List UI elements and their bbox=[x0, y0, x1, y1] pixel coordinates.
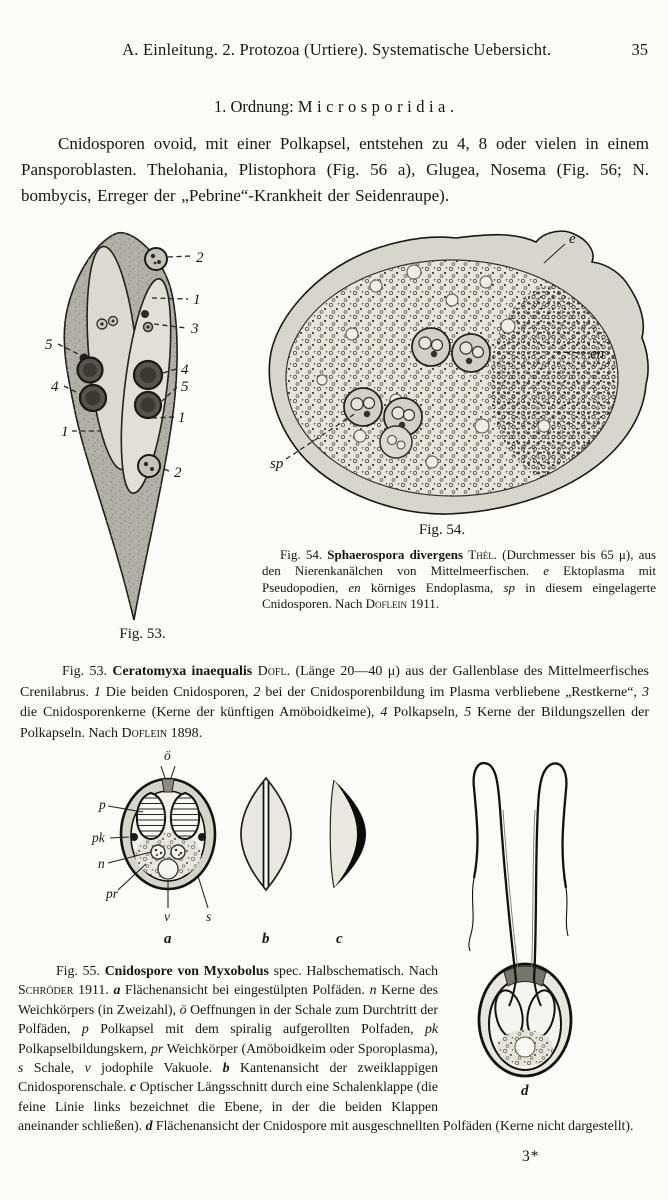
fig55-abc-illustration bbox=[58, 748, 398, 948]
fig55-callout-schale: s bbox=[206, 909, 212, 924]
fig53-callout-cnidospore-lower: 1 bbox=[178, 410, 186, 426]
fig53-callout-restkern-top: 2 bbox=[196, 250, 204, 266]
caption-segment: 1911. bbox=[73, 982, 114, 998]
caption-segment: pk bbox=[424, 1021, 438, 1037]
caption-segment: Ceratomyxa inaequalis bbox=[112, 664, 253, 679]
fig53-callout-polkapsel-right: 4 bbox=[181, 362, 189, 378]
caption-segment: 1911. bbox=[407, 596, 440, 612]
fig55-callout-view-a: a bbox=[164, 931, 172, 947]
fig55-callout-kern: n bbox=[98, 856, 105, 871]
caption-segment: Thél. bbox=[468, 547, 497, 562]
fig53-callout-cnidospore-left: 1 bbox=[61, 424, 69, 440]
caption-segment: Schröder bbox=[18, 982, 74, 998]
caption-segment: bei der Cnidosporenbildung im Plasma verbliebene „Restkerne“, bbox=[260, 684, 642, 700]
caption-segment: Kantenansicht der zweiklappigen Cnidosporenschale. bbox=[18, 1060, 438, 1095]
caption-segment: d bbox=[145, 1118, 153, 1134]
fig55-d-illustration bbox=[442, 748, 647, 1100]
caption-segment: s bbox=[18, 1060, 24, 1076]
caption-segment: p bbox=[81, 1021, 89, 1037]
caption-segment: 2 bbox=[253, 684, 261, 700]
fig53-callout-bildungskern-left: 5 bbox=[45, 337, 53, 353]
caption-segment: 4 bbox=[380, 705, 388, 721]
fig55-callout-weichkoerper: pr bbox=[106, 886, 119, 901]
caption-segment: Schale, bbox=[23, 1060, 85, 1076]
fig55-callout-view-b: b bbox=[262, 931, 270, 947]
caption-segment: Kerne der Bildungszellen der Polkapseln. Nach bbox=[20, 705, 649, 741]
caption-segment: sp bbox=[503, 579, 516, 595]
fig53-caption bbox=[20, 662, 649, 744]
section-heading bbox=[0, 97, 668, 117]
fig53-label: Fig. 53. bbox=[119, 626, 166, 642]
page-number: 35 bbox=[631, 40, 648, 59]
fig54-illustration bbox=[256, 230, 656, 520]
section-heading-prefix: 1. Ordnung: bbox=[214, 97, 294, 116]
caption-segment: (Länge 20—40 μ) aus der Gallenblase des Mittelmeerfisches Crenilabrus. bbox=[20, 664, 649, 700]
fig55-callout-view-c: c bbox=[336, 931, 343, 947]
caption-segment: Die beiden Cnidosporen, bbox=[100, 684, 254, 700]
caption-segment: b bbox=[222, 1060, 230, 1076]
caption-segment: Sphaerospora divergens bbox=[327, 547, 464, 562]
caption-segment: Flächenansicht der Cnidospore mit ausgeschnellten Polfäden (Kerne nicht dargestellt). bbox=[152, 1118, 634, 1134]
caption-segment: jodophile Vakuole. bbox=[90, 1060, 223, 1076]
fig55-callout-polkapsel: p bbox=[99, 797, 106, 812]
running-title: A. Einleitung. 2. Protozoa (Urtiere). Systematische Uebersicht. bbox=[122, 40, 552, 59]
caption-segment: ö bbox=[179, 1001, 187, 1017]
caption-segment: Oeffnungen in der Schale zum Durchtritt der Polfäden, bbox=[18, 1001, 438, 1037]
caption-segment: 1 bbox=[93, 684, 101, 700]
caption-segment: Doflein bbox=[121, 725, 168, 741]
caption-segment: Cnidospore von Myxobolus bbox=[104, 963, 269, 978]
printers-mark: 3* bbox=[522, 1148, 540, 1165]
caption-segment: (Durchmesser bis 65 μ), aus den Nierenkanälchen von Mittelmeerfischen. bbox=[262, 547, 657, 579]
fig53-callout-polkapsel-left: 4 bbox=[51, 379, 59, 395]
fig55-callout-polkapselbildungskern: pk bbox=[92, 830, 105, 845]
caption-segment: körniges Endoplasma, bbox=[360, 579, 504, 595]
fig54-callout-ektoplasma: e bbox=[569, 231, 576, 247]
caption-segment: Polkapseln, bbox=[387, 705, 465, 721]
fig53-callout-kerne: 3 bbox=[191, 321, 199, 337]
fig55-d-figure bbox=[438, 748, 650, 1100]
caption-segment: Dofl. bbox=[257, 664, 291, 679]
fig55-section bbox=[18, 748, 650, 1136]
caption-segment: Optischer Längsschnitt durch eine Schalenklappe (die feine Linie links bezeichnet die Ebene, in der die beiden Klappen aneinander schließen). bbox=[18, 1079, 438, 1134]
caption-segment: die Cnidosporenkerne (Kerne der künftigen Amöboidkeime), bbox=[20, 705, 381, 721]
caption-segment: Fig. 54. bbox=[280, 547, 328, 562]
fig55-callout-view-d: d bbox=[520, 1083, 528, 1099]
fig54-caption bbox=[262, 547, 656, 613]
fig53-illustration bbox=[28, 228, 253, 628]
caption-segment: Doflein bbox=[365, 596, 408, 612]
fig54-label: Fig. 54. bbox=[418, 522, 466, 538]
caption-segment: v bbox=[84, 1060, 91, 1076]
caption-segment: in diesem eingelagerte Cnidosporen. Nach bbox=[262, 579, 656, 612]
caption-segment: Flächenansicht bei eingestülpten Polfäden. bbox=[120, 982, 370, 998]
fig55-callout-oeffnungen: ö bbox=[164, 748, 171, 763]
caption-segment: Polkapselbildungskern, bbox=[18, 1040, 151, 1056]
caption-segment: e bbox=[543, 563, 550, 579]
caption-segment: Ektoplasma mit Pseudopodien, bbox=[262, 563, 656, 595]
fig55-callout-vakuole: v bbox=[164, 909, 170, 924]
caption-segment: Fig. 53. bbox=[62, 664, 113, 679]
caption-segment: n bbox=[369, 982, 377, 998]
caption-segment: 5 bbox=[464, 705, 472, 721]
caption-segment: 1898. bbox=[167, 725, 203, 741]
fig54-callout-cnidosporen: sp bbox=[270, 456, 284, 472]
caption-segment: 3 bbox=[641, 684, 649, 700]
fig54-callout-endoplasma: en bbox=[590, 346, 605, 362]
intro-paragraph: Cnidosporen ovoid, mit einer Polkapsel, entstehen zu 4, 8 oder vielen in einem Pansporoblasten. Thelohania, Plistophora (Fig. 56 a), Glugea, Nosema (Fig. 56; N. bombycis, Erreger der „Pebrine“-Krankheit der Seidenraupe). bbox=[21, 134, 649, 205]
caption-segment: Kerne des Weichkörpers (in Zweizahl), bbox=[18, 982, 439, 1017]
caption-segment: en bbox=[348, 579, 361, 595]
section-heading-suffix: . bbox=[449, 97, 454, 116]
fig53-callout-bildungskern-right: 5 bbox=[181, 379, 189, 395]
fig53-callout-cnidospore-upper: 1 bbox=[193, 292, 201, 308]
section-heading-order-name: Microsporidia bbox=[297, 97, 450, 116]
caption-segment: Polkapsel mit dem spiralig aufgerollten Polfaden, bbox=[88, 1021, 425, 1037]
caption-segment: pr bbox=[150, 1040, 164, 1056]
fig53-callout-restkern-bottom: 2 bbox=[174, 465, 182, 481]
caption-segment: Weichkörper (Amöboidkeim oder Sporoplasma), bbox=[163, 1040, 439, 1056]
page-header bbox=[56, 40, 648, 60]
caption-segment: a bbox=[113, 982, 121, 998]
caption-segment: c bbox=[130, 1079, 137, 1095]
caption-segment: Fig. 55. bbox=[56, 963, 105, 978]
caption-segment: spec. Halbschematisch. Nach bbox=[268, 963, 439, 978]
